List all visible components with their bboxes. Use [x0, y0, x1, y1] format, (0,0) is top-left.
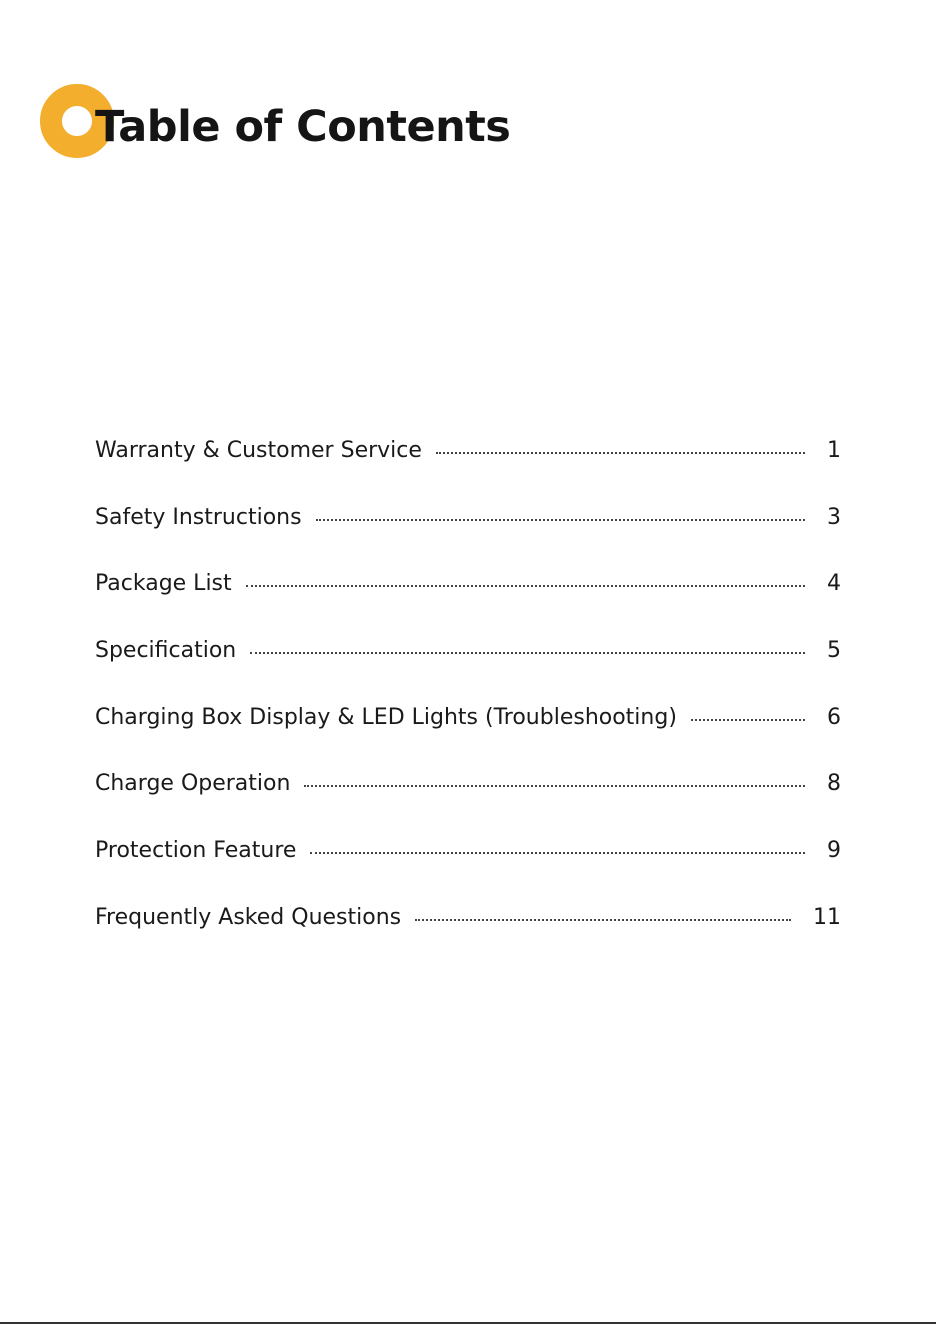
toc-page-number: 4: [827, 571, 841, 597]
toc-entry-faq[interactable]: [95, 905, 841, 972]
toc-entry-label: Safety Instructions: [95, 504, 302, 530]
toc-entry-label: Protection Feature: [95, 838, 297, 864]
toc-heading: [40, 84, 640, 158]
toc-page-number: 1: [827, 438, 841, 463]
toc-page-number: 11: [813, 904, 841, 930]
dotted-leader: [246, 585, 805, 587]
toc-entry-package-list[interactable]: [95, 571, 841, 638]
dotted-leader: [436, 452, 805, 454]
dotted-leader: [316, 519, 805, 521]
toc-page-number: 5: [827, 638, 841, 664]
dotted-leader: [310, 852, 805, 854]
toc-entry-safety[interactable]: [95, 505, 841, 572]
toc-entry-label: Specification: [95, 638, 237, 664]
toc-entry-charge-operation[interactable]: [95, 771, 841, 838]
toc-entry-protection-feature[interactable]: [95, 838, 841, 905]
toc-entry-label: Charging Box Display & LED Lights (Troubleshooting): [95, 704, 677, 730]
table-of-contents: [95, 438, 841, 972]
toc-entry-label: Warranty & Customer Service: [95, 438, 422, 463]
toc-entry-label: Frequently Asked Questions: [95, 904, 402, 930]
page-title: Table of Contents: [95, 102, 511, 152]
toc-entry-label: Package List: [95, 571, 232, 597]
dotted-leader: [415, 919, 791, 921]
dotted-leader: [304, 785, 805, 787]
toc-page-number: 9: [827, 838, 841, 864]
toc-page-number: 3: [827, 504, 841, 530]
toc-entry-warranty[interactable]: [95, 438, 841, 505]
dotted-leader: [691, 719, 805, 721]
toc-entry-charging-box[interactable]: [95, 705, 841, 772]
toc-entry-label: Charge Operation: [95, 771, 291, 797]
toc-page-number: 8: [827, 771, 841, 797]
toc-entry-specification[interactable]: [95, 638, 841, 705]
toc-page-number: 6: [827, 704, 841, 730]
dotted-leader: [250, 652, 805, 654]
